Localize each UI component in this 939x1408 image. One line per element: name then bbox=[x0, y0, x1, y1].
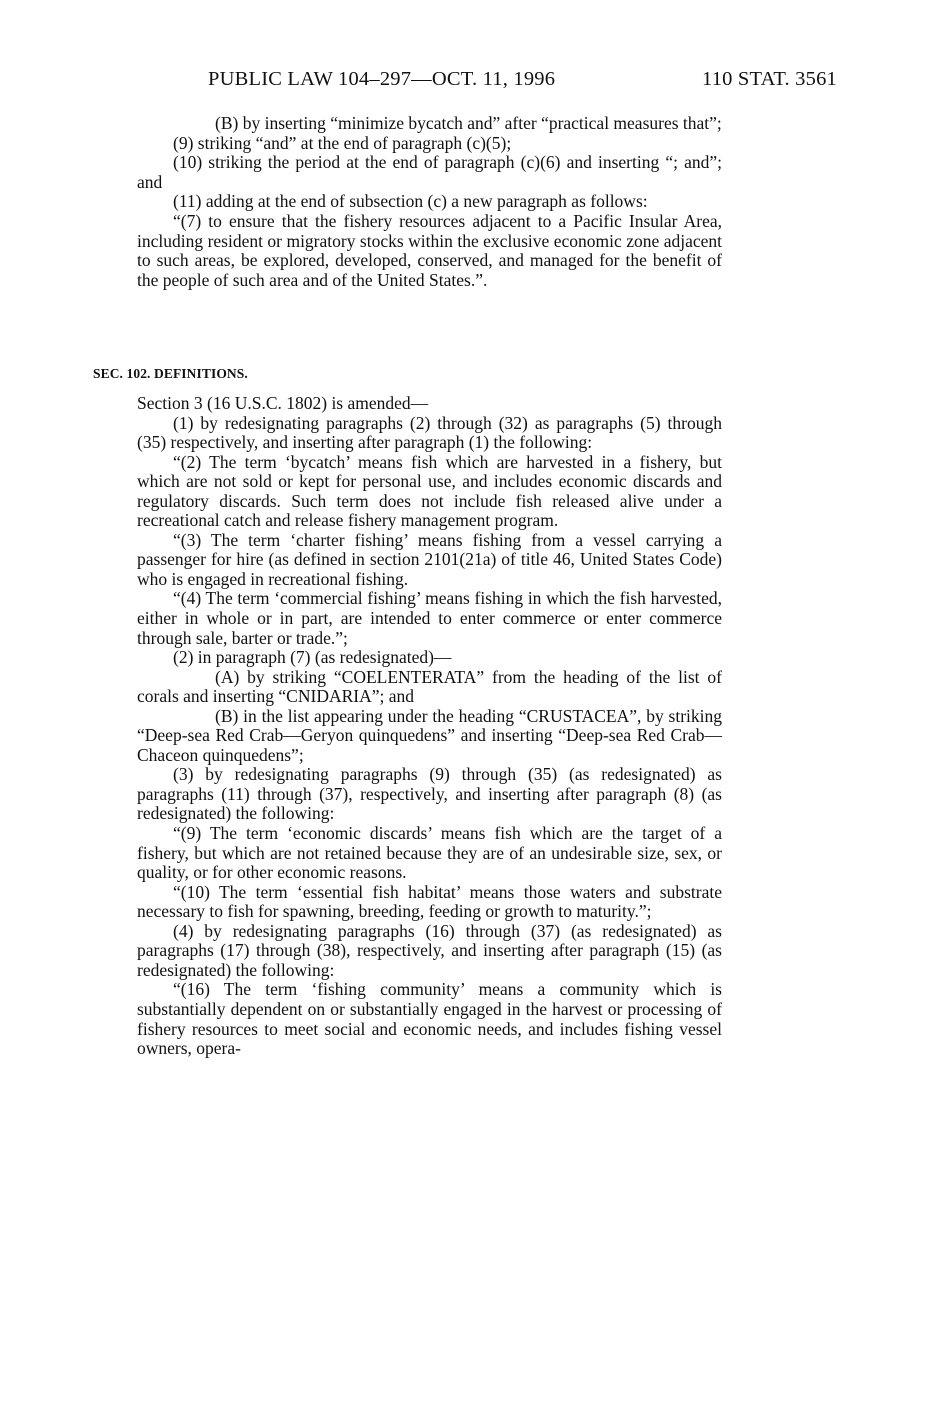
header-title: PUBLIC LAW 104–297—OCT. 11, 1996 bbox=[208, 68, 556, 90]
paragraph: (2) in paragraph (7) (as redesignated)— bbox=[173, 647, 452, 668]
quoted-paragraph: “(9) The term ‘economic discards’ means fish which are the target of a fishery, but which are not retained because they are of an undesirable size, sex, or quality, or for other economic reasons. bbox=[137, 823, 722, 883]
body-text-part1 bbox=[137, 114, 722, 290]
quoted-paragraph: “(2) The term ‘bycatch’ means fish which are harvested in a fishery, but which are not sold or kept for personal use, and includes economic discards and regulatory discards. Such term does not include fish released alive under a recreational catch and release fishery management program. bbox=[137, 451, 722, 531]
body-text-part2 bbox=[137, 394, 722, 1059]
paragraph: (9) striking “and” at the end of paragraph (c)(5); bbox=[173, 132, 512, 153]
paragraph: (A) by striking “COELENTERATA” from the heading of the list of corals and inserting “CNIDARIA”; and bbox=[137, 666, 722, 707]
quoted-paragraph: “(3) The term ‘charter fishing’ means fishing from a vessel carrying a passenger for hire (as defined in section 2101(21a) of title 46, United States Code) who is engaged in recreational fishing. bbox=[137, 529, 722, 589]
paragraph: Section 3 (16 U.S.C. 1802) is amended— bbox=[137, 393, 429, 413]
page-header bbox=[0, 64, 939, 94]
paragraph: (3) by redesignating paragraphs (9) through (35) (as redesignated) as paragraphs (11) through (37), respectively, and inserting after paragraph (8) (as redesignated) the following: bbox=[137, 764, 722, 824]
header-stat-page: 110 STAT. 3561 bbox=[702, 68, 837, 90]
quoted-paragraph: “(7) to ensure that the fishery resources adjacent to a Pacific Insular Area, including resident or migratory stocks within the exclusive economic zone adjacent to such areas, be explored, developed, conserved, and managed for the benefit of the people of such area and of the United States.”. bbox=[137, 210, 722, 290]
paragraph: (4) by redesignating paragraphs (16) through (37) (as redesignated) as paragraphs (17) through (38), respectively, and inserting after paragraph (15) (as redesignated) the following: bbox=[137, 920, 722, 980]
paragraph: (B) by inserting “minimize bycatch and” after “practical measures that”; bbox=[215, 113, 722, 133]
quoted-paragraph: “(4) The term ‘commercial fishing’ means fishing in which the fish harvested, either in whole or in part, are intended to enter commerce or enter commerce through sale, barter or trade.”; bbox=[137, 588, 722, 648]
paragraph: (10) striking the period at the end of paragraph (c)(6) and inserting “; and”; and bbox=[137, 152, 722, 192]
paragraph: (1) by redesignating paragraphs (2) through (32) as paragraphs (5) through (35) respectively, and inserting after paragraph (1) the following: bbox=[137, 412, 722, 453]
quoted-paragraph: “(16) The term ‘fishing community’ means a community which is substantially dependent on or substantially engaged in the harvest or processing of fishery resources to meet social and economic needs, and includes fishing vessel owners, opera- bbox=[137, 979, 722, 1059]
paragraph: (B) in the list appearing under the heading “CRUSTACEA”, by striking “Deep-sea Red Crab—Geryon quinquedens” and inserting “Deep-sea Red Crab—Chaceon quinquedens”; bbox=[137, 705, 722, 765]
quoted-paragraph: “(10) The term ‘essential fish habitat’ means those waters and substrate necessary to fish for spawning, breeding, feeding or growth to maturity.”; bbox=[137, 881, 722, 922]
section-heading: SEC. 102. DEFINITIONS. bbox=[93, 366, 248, 381]
paragraph: (11) adding at the end of subsection (c) a new paragraph as follows: bbox=[173, 191, 648, 212]
